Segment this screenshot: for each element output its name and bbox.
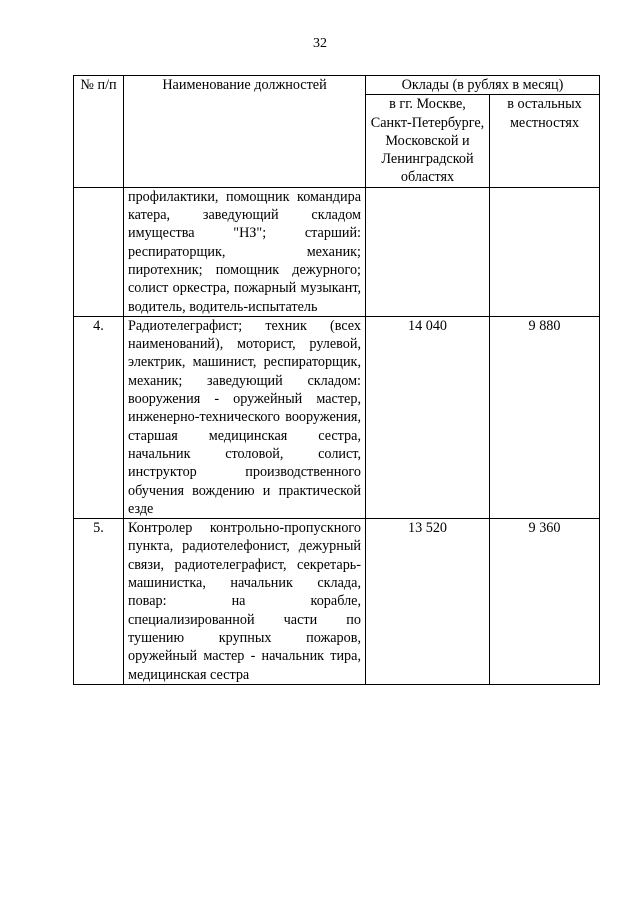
position-names: Контролер контрольно-пропускного пункта, радиотелефонист, дежурный связи, радиотелеграфист, секретарь-машинистка, начальник склада, повар: на корабле, специализированной части по тушению крупных пожаров, оружейный мастер - начальник тира, медицинская сестра <box>124 519 366 685</box>
header-row <box>74 76 600 95</box>
header-moscow-regions: в гг. Москве, Санкт-Петербурге, Московской и Ленинградской областях <box>366 95 490 187</box>
table-row <box>74 519 600 685</box>
table-row <box>74 316 600 518</box>
page-number: 32 <box>313 36 327 51</box>
salary-table <box>73 75 600 685</box>
salary-other: 9 880 <box>490 316 600 518</box>
salary-other: 9 360 <box>490 519 600 685</box>
table-row <box>74 187 600 316</box>
salary-other <box>490 187 600 316</box>
header-salary-group: Оклады (в рублях в месяц) <box>366 76 600 95</box>
header-number: № п/п <box>74 76 124 188</box>
salary-moscow: 14 040 <box>366 316 490 518</box>
header-other-regions: в остальных местностях <box>490 95 600 187</box>
salary-moscow: 13 520 <box>366 519 490 685</box>
position-names: профилактики, помощник командира катера, заведующий складом имущества "НЗ"; старший: респираторщик, механик; пиротехник; помощник дежурного; солист оркестра, пожарный музыкант, водитель, водитель-испытатель <box>124 187 366 316</box>
position-names: Радиотелеграфист; техник (всех наименований), моторист, рулевой, электрик, машинист, респираторщик, механик; заведующий складом: вооружения - оружейный мастер, инженерно-технического вооружения, старшая медицинская сестра, начальник столовой, солист, инструктор производственного обучения вождению и практической езде <box>124 316 366 518</box>
row-number: 4. <box>74 316 124 518</box>
salary-moscow <box>366 187 490 316</box>
header-position-name: Наименование должностей <box>124 76 366 188</box>
row-number: 5. <box>74 519 124 685</box>
row-number <box>74 187 124 316</box>
